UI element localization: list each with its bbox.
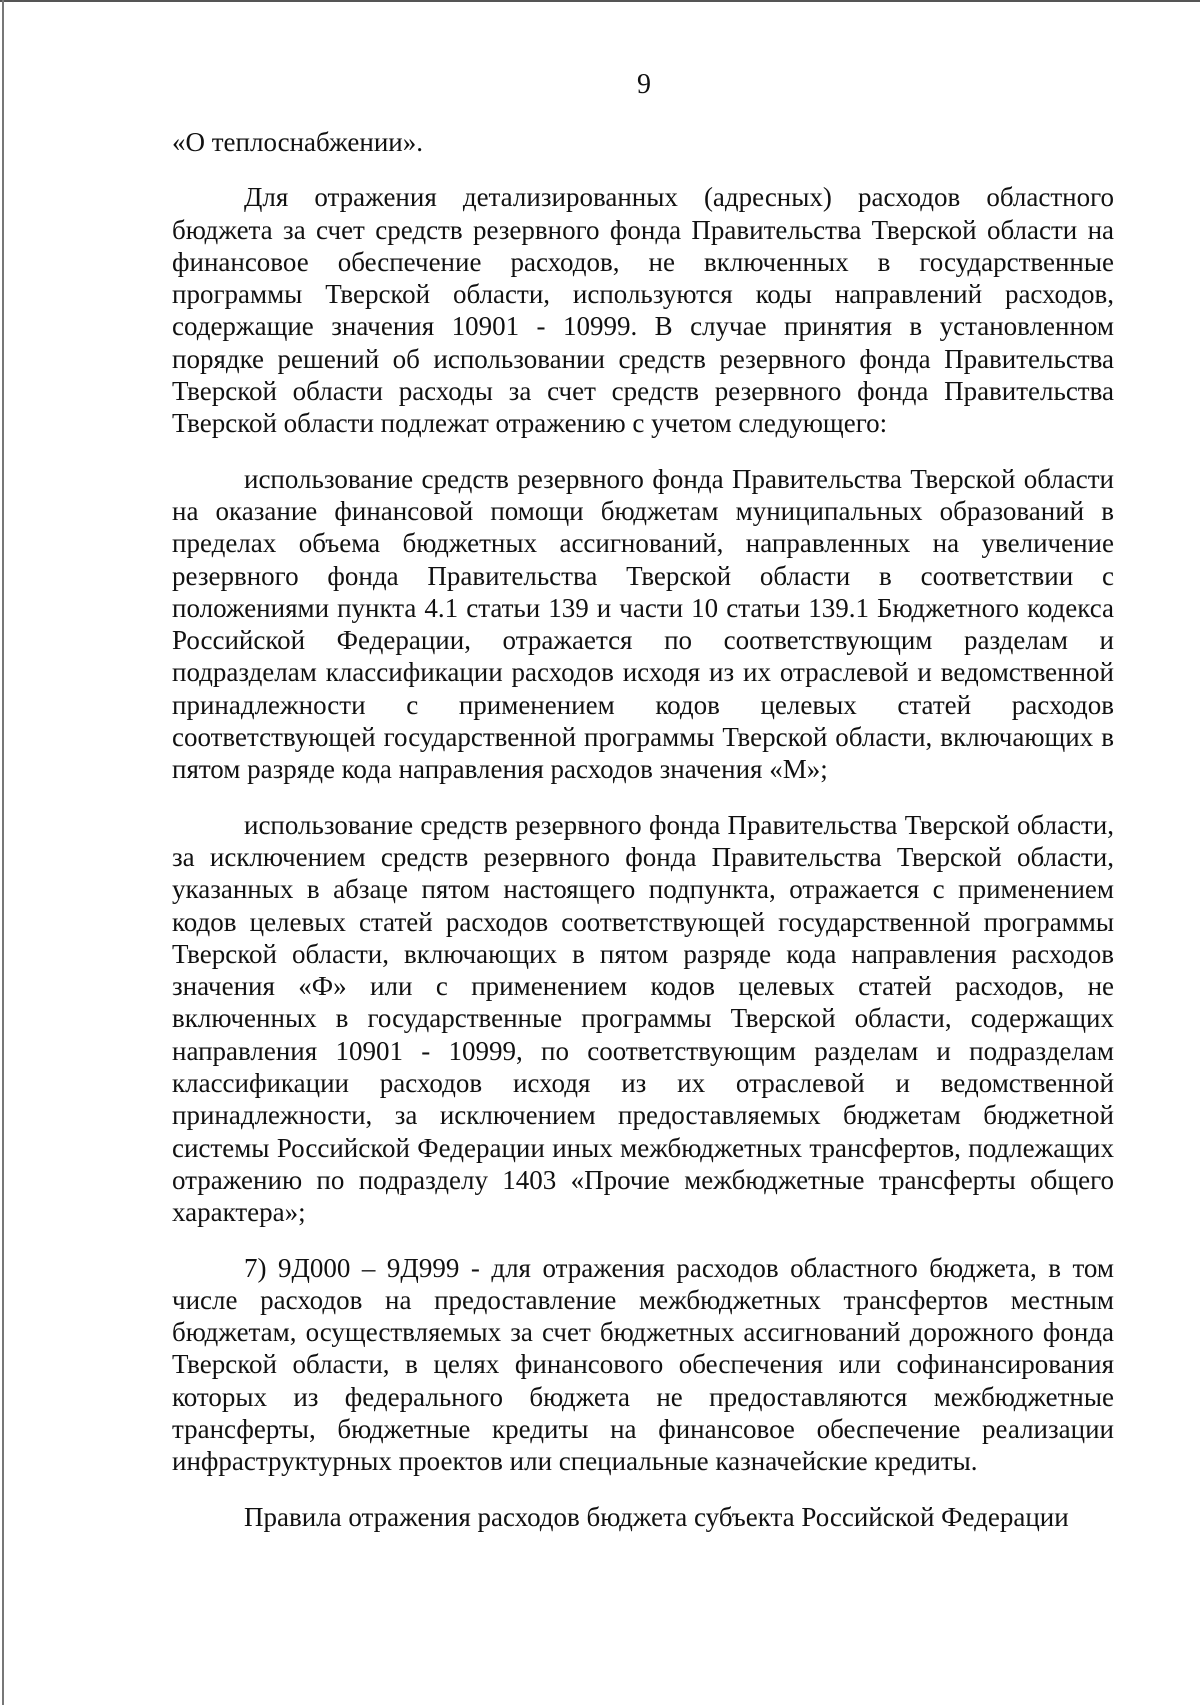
scan-top-edge <box>0 0 1200 2</box>
paragraph-municipal-assistance: использование средств резервного фонда Правительства Тверской области на оказание финансовой помощи бюджетам муниципальных образований в пределах объема бюджетных ассигнований, направленных на увеличение резервного фонда Правительства Тверской области в соответствии с положениями пункта 4.1 статьи 139 и части 10 статьи 139.1 Бюджетного кодекса Российской Федерации, отражается по соответствующим разделам и подразделам классификации расходов исходя из их отраслевой и ведомственной принадлежности с применением кодов целевых статей расходов соответствующей государственной программы Тверской области, включающих в пятом разряде кода направления расходов значения «М»; <box>172 463 1114 785</box>
paragraph-road-fund: 7) 9Д000 – 9Д999 - для отражения расходов областного бюджета, в том числе расходов на предоставление межбюджетных трансфертов местным бюджетам, осуществляемых за счет бюджетных ассигнований дорожного фонда Тверской области, в целях финансового обеспечения или софинансирования которых из федерального бюджета не предоставляются межбюджетные трансферты, бюджетные кредиты на финансовое обеспечение реализации инфраструктурных проектов или специальные казначейские кредиты. <box>172 1252 1114 1477</box>
paragraph-rules: Правила отражения расходов бюджета субъекта Российской Федерации <box>244 1501 1069 1532</box>
page-number: 9 <box>637 69 651 100</box>
paragraph-reserve-fund-codes: Для отражения детализированных (адресных) расходов областного бюджета за счет средств резервного фонда Правительства Тверской области на финансовое обеспечение расходов, не включенных в государственные программы Тверской области, используются коды направлений расходов, содержащие значения 10901 - 10999. В случае принятия в установленном порядке решений об использовании средств резервного фонда Правительства Тверской области расходы за счет средств резервного фонда Правительства Тверской области подлежат отражению с учетом следующего: <box>172 182 1114 439</box>
scan-left-edge <box>2 0 4 1705</box>
document-body <box>172 126 1114 1533</box>
paragraph-continuation: «О теплоснабжении». <box>172 127 423 157</box>
paragraph-other-reserve-use: использование средств резервного фонда Правительства Тверской области, за исключением средств резервного фонда Правительства Тверской области, указанных в абзаце пятом настоящего подпункта, отражается с применением кодов целевых статей расходов соответствующей государственной программы Тверской области, включающих в пятом разряде кода направления расходов значения «Ф» или с применением кодов целевых статей расходов, не включенных в государственные программы Тверской области, содержащих направления 10901 - 10999, по соответствующим разделам и подразделам классификации расходов исходя из их отраслевой и ведомственной принадлежности, за исключением предоставляемых бюджетам бюджетной системы Российской Федерации иных межбюджетных трансфертов, подлежащих отражению по подразделу 1403 «Прочие межбюджетные трансферты общего характера»; <box>172 809 1114 1228</box>
